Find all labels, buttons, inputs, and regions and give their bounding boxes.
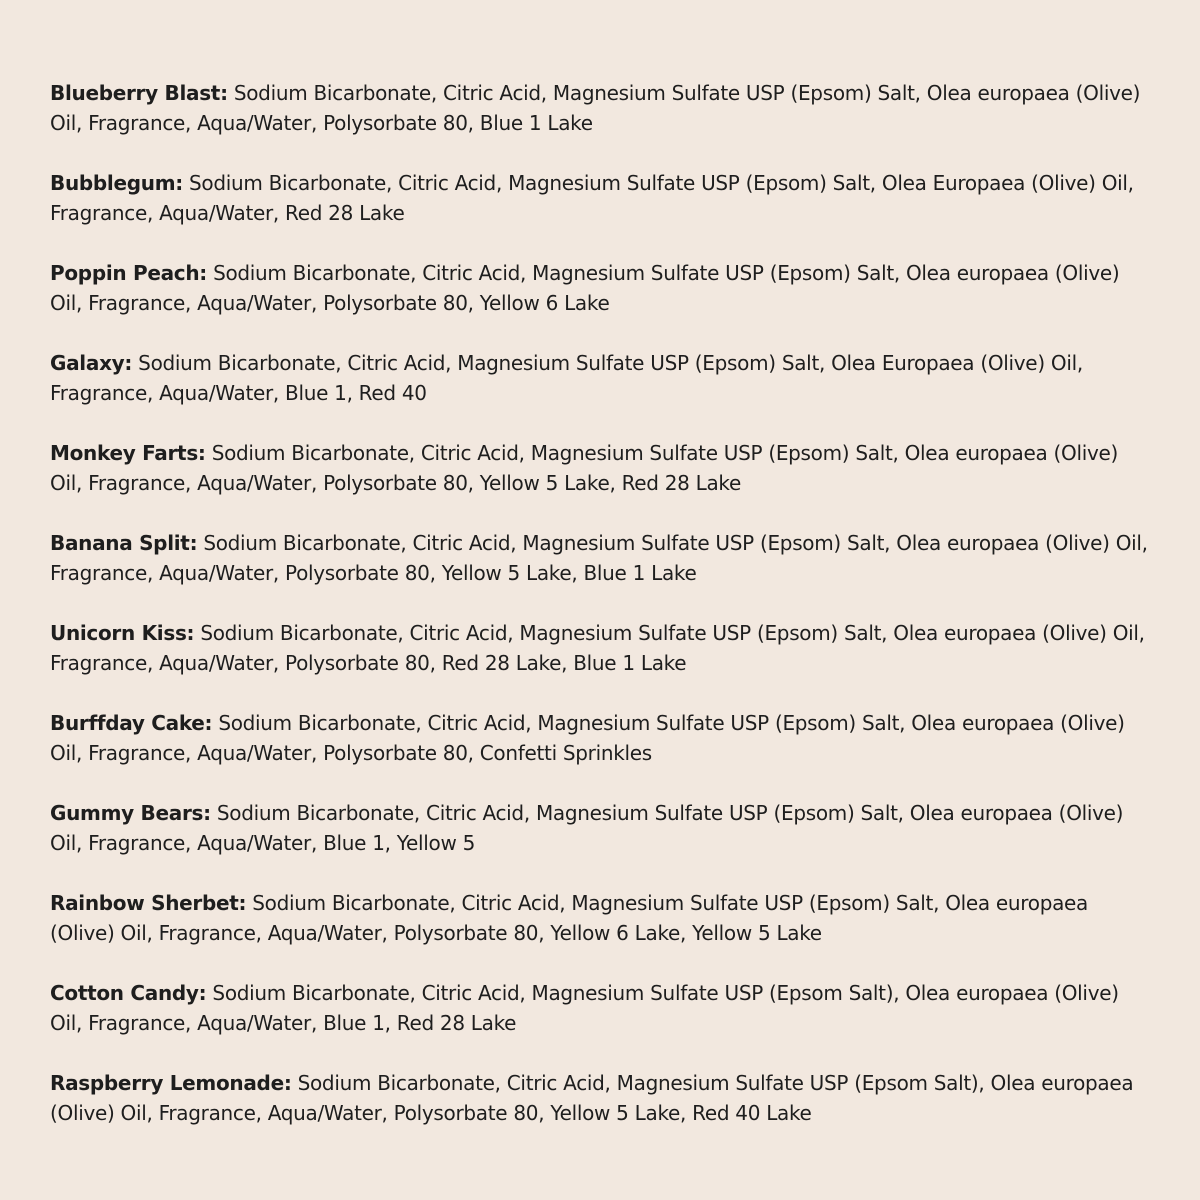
ingredient-entry xyxy=(50,348,1150,408)
ingredient-entry xyxy=(50,1068,1150,1128)
product-name: Poppin Peach: xyxy=(50,261,207,285)
ingredient-text: Sodium Bicarbonate, Citric Acid, Magnesium Sulfate USP (Epsom) Salt, Olea europaea (Olive) Oil, Fragrance, Aqua/Water, Polysorbate 80, Yellow 5 Lake, Blue 1 Lake xyxy=(50,531,1148,585)
product-name: Gummy Bears: xyxy=(50,801,211,825)
ingredient-entry xyxy=(50,168,1150,228)
product-name: Banana Split: xyxy=(50,531,198,555)
ingredient-text: Sodium Bicarbonate, Citric Acid, Magnesium Sulfate USP (Epsom) Salt, Olea europaea (Olive) Oil, Fragrance, Aqua/Water, Polysorbate 80, Red 28 Lake, Blue 1 Lake xyxy=(50,621,1145,675)
ingredient-entry xyxy=(50,528,1150,588)
ingredient-entry xyxy=(50,258,1150,318)
ingredient-entry xyxy=(50,618,1150,678)
product-name: Raspberry Lemonade: xyxy=(50,1071,292,1095)
product-name: Unicorn Kiss: xyxy=(50,621,195,645)
ingredient-text: Sodium Bicarbonate, Citric Acid, Magnesium Sulfate USP (Epsom) Salt, Olea europaea (Olive) Oil, Fragrance, Aqua/Water, Polysorbate 80, Yellow 5 Lake, Red 28 Lake xyxy=(50,441,1118,495)
ingredient-entry xyxy=(50,888,1150,948)
ingredient-list xyxy=(50,78,1150,1128)
ingredient-text: Sodium Bicarbonate, Citric Acid, Magnesium Sulfate USP (Epsom Salt), Olea europaea (Olive) Oil, Fragrance, Aqua/Water, Polysorbate 80, Yellow 5 Lake, Red 40 Lake xyxy=(50,1071,1134,1125)
ingredient-entry xyxy=(50,438,1150,498)
product-name: Cotton Candy: xyxy=(50,981,207,1005)
product-name: Blueberry Blast: xyxy=(50,81,228,105)
ingredient-text: Sodium Bicarbonate, Citric Acid, Magnesium Sulfate USP (Epsom) Salt, Olea Europaea (Olive) Oil, Fragrance, Aqua/Water, Blue 1, Red 40 xyxy=(50,351,1083,405)
ingredient-text: Sodium Bicarbonate, Citric Acid, Magnesium Sulfate USP (Epsom) Salt, Olea Europaea (Olive) Oil, Fragrance, Aqua/Water, Red 28 Lake xyxy=(50,171,1134,225)
ingredient-text: Sodium Bicarbonate, Citric Acid, Magnesium Sulfate USP (Epsom) Salt, Olea europaea (Olive) Oil, Fragrance, Aqua/Water, Polysorbate 80, Yellow 6 Lake, Yellow 5 Lake xyxy=(50,891,1089,945)
ingredient-entry xyxy=(50,78,1150,138)
ingredient-text: Sodium Bicarbonate, Citric Acid, Magnesium Sulfate USP (Epsom) Salt, Olea europaea (Olive) Oil, Fragrance, Aqua/Water, Polysorbate 80, Yellow 6 Lake xyxy=(50,261,1120,315)
product-name: Rainbow Sherbet: xyxy=(50,891,247,915)
ingredient-entry xyxy=(50,708,1150,768)
product-name: Monkey Farts: xyxy=(50,441,206,465)
ingredient-text: Sodium Bicarbonate, Citric Acid, Magnesium Sulfate USP (Epsom) Salt, Olea europaea (Olive) Oil, Fragrance, Aqua/Water, Polysorbate 80, Confetti Sprinkles xyxy=(50,711,1125,765)
ingredient-text: Sodium Bicarbonate, Citric Acid, Magnesium Sulfate USP (Epsom Salt), Olea europaea (Olive) Oil, Fragrance, Aqua/Water, Blue 1, Red 28 Lake xyxy=(50,981,1119,1035)
product-name: Bubblegum: xyxy=(50,171,183,195)
product-name: Burffday Cake: xyxy=(50,711,213,735)
ingredient-entry xyxy=(50,978,1150,1038)
ingredient-text: Sodium Bicarbonate, Citric Acid, Magnesium Sulfate USP (Epsom) Salt, Olea europaea (Olive) Oil, Fragrance, Aqua/Water, Blue 1, Yellow 5 xyxy=(50,801,1124,855)
ingredient-text: Sodium Bicarbonate, Citric Acid, Magnesium Sulfate USP (Epsom) Salt, Olea europaea (Olive) Oil, Fragrance, Aqua/Water, Polysorbate 80, Blue 1 Lake xyxy=(50,81,1141,135)
ingredient-entry xyxy=(50,798,1150,858)
product-name: Galaxy: xyxy=(50,351,133,375)
